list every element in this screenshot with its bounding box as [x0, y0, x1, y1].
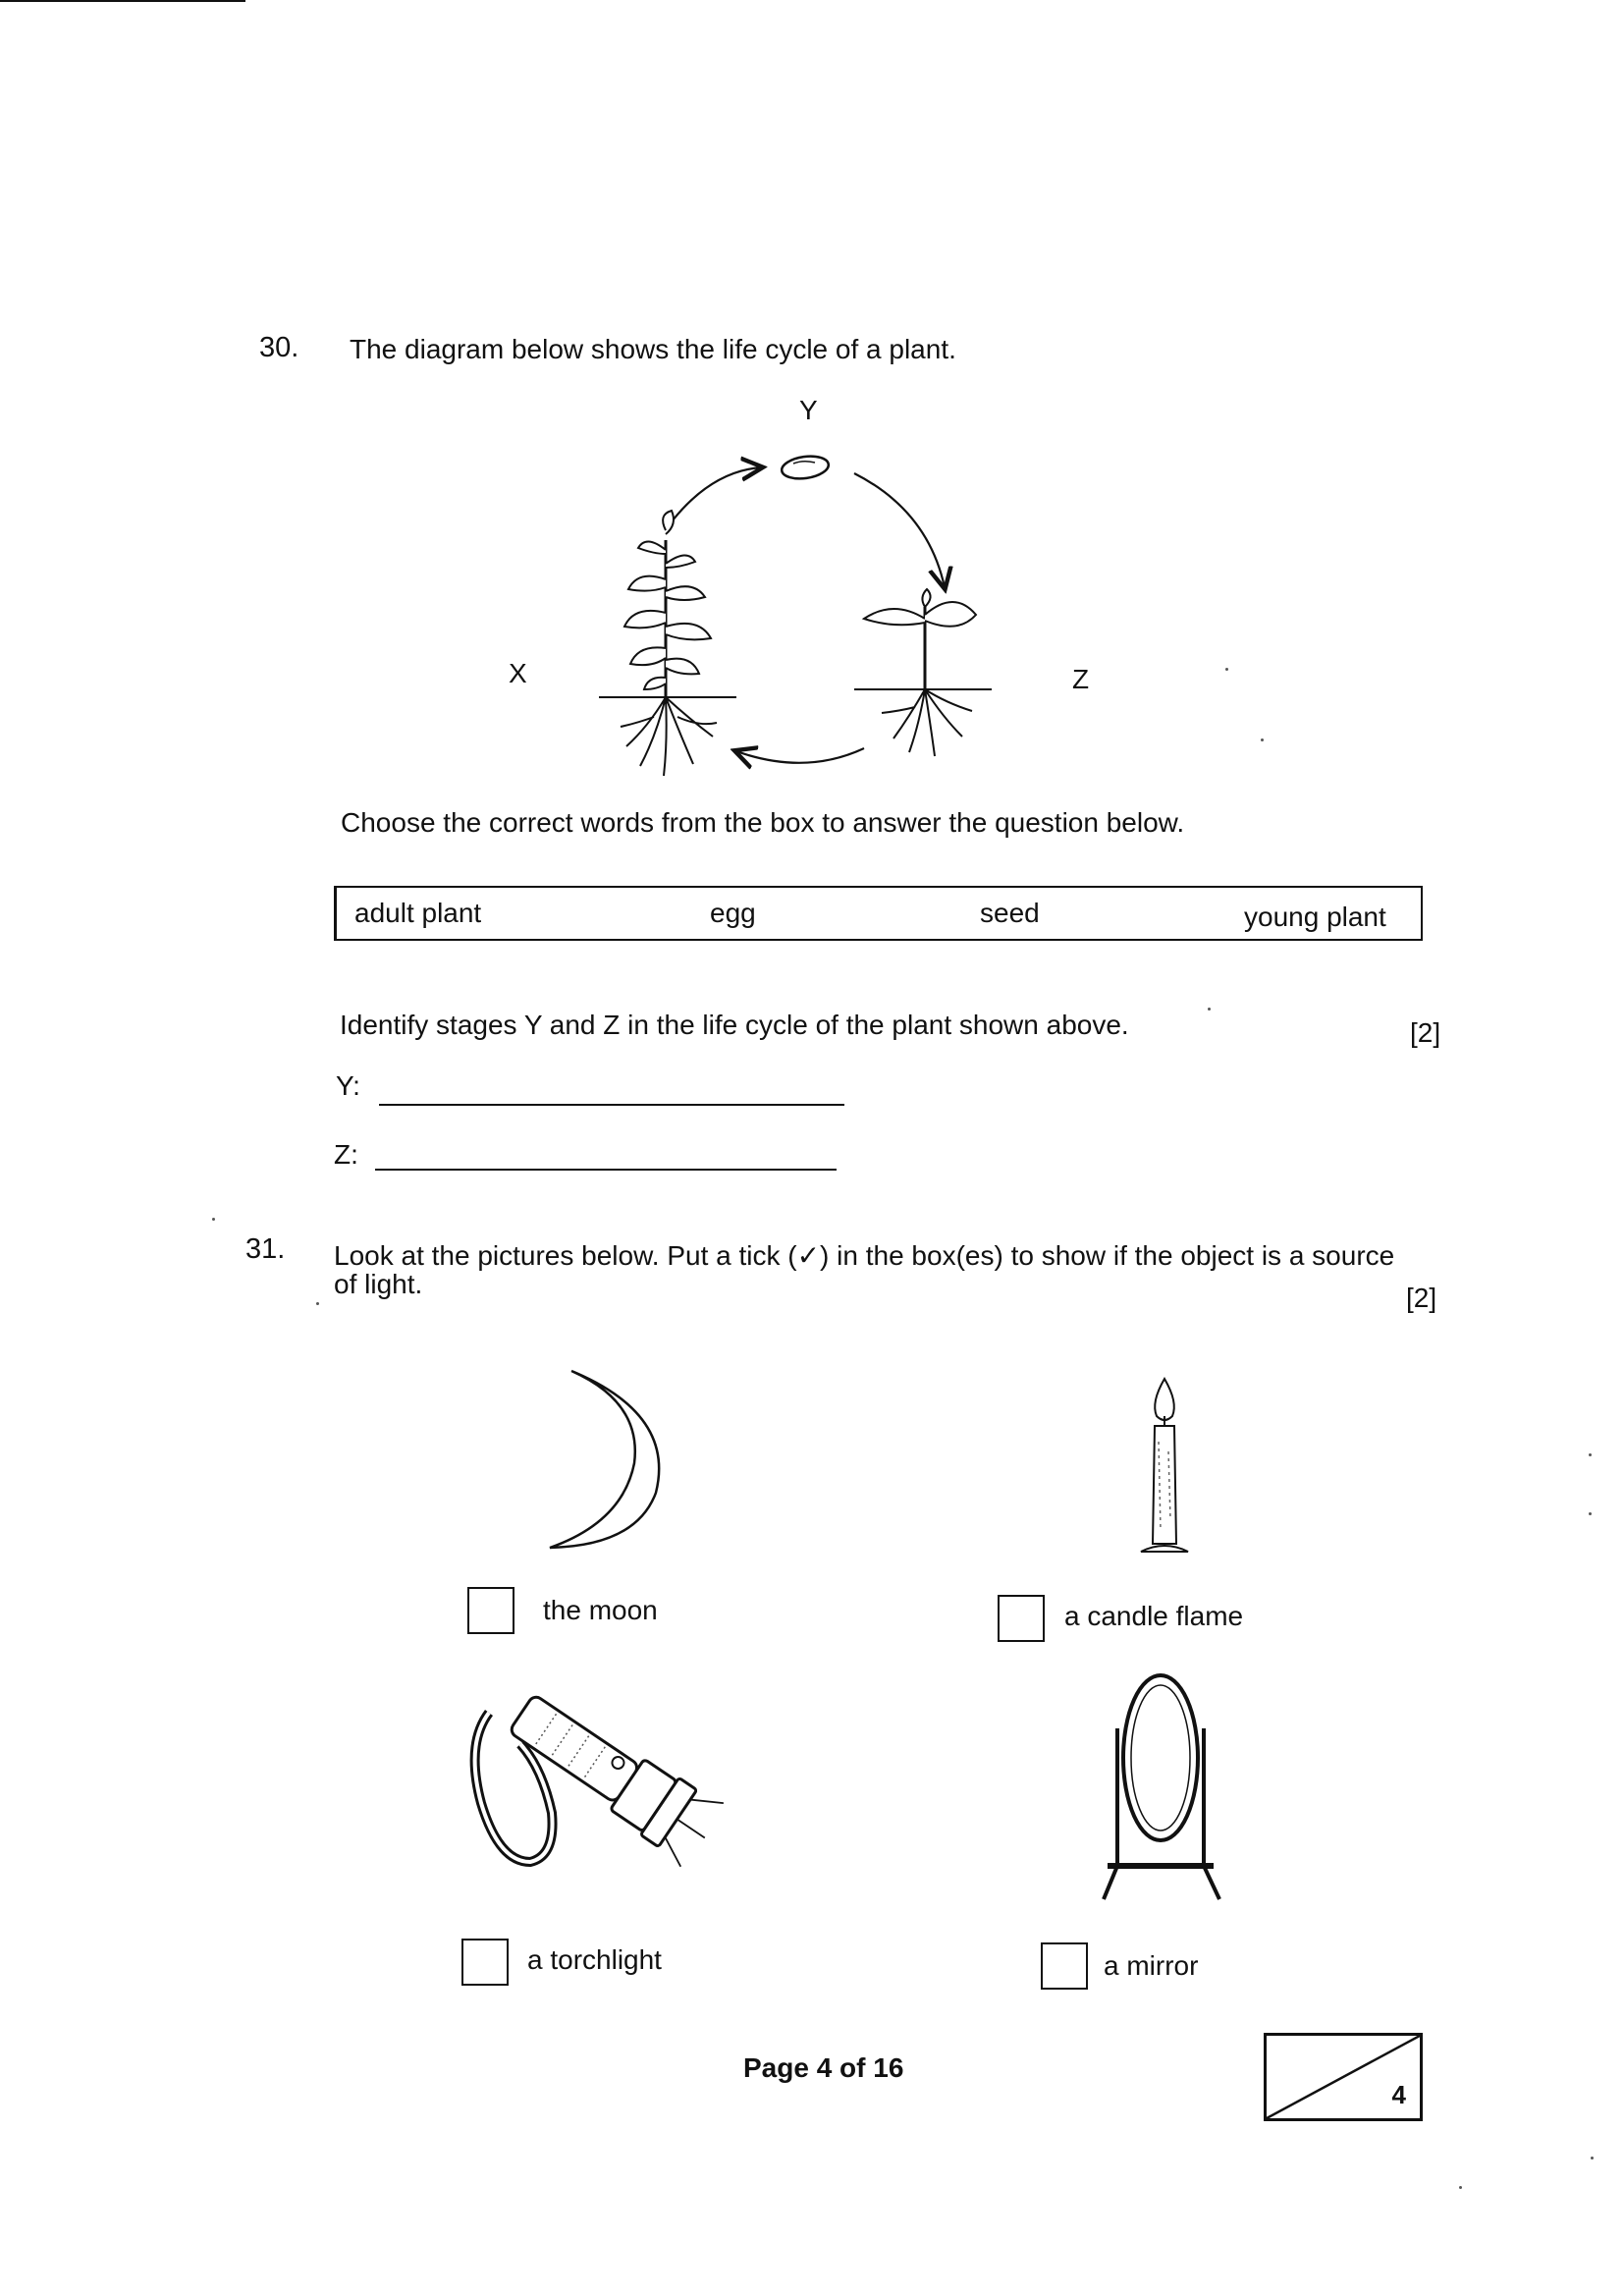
scan-speck [1208, 1008, 1211, 1011]
stage-y-label: Y [799, 395, 818, 425]
cycle-arrow-y-to-z [854, 473, 945, 587]
cycle-arrow-z-to-x [736, 748, 864, 763]
answer-y-field[interactable] [379, 1104, 844, 1106]
word-bank-box [334, 886, 1423, 941]
mirror-icon [1098, 1669, 1225, 1905]
torchlight-icon [461, 1685, 736, 1901]
answer-y-label: Y: [336, 1070, 360, 1101]
score-box [1264, 2033, 1423, 2121]
question-30-instruction: Choose the correct words from the box to answer the question below. [341, 807, 1185, 838]
question-30-number: 30. [259, 332, 299, 363]
scan-speck [1591, 2157, 1594, 2159]
tickbox-moon[interactable] [467, 1587, 514, 1634]
option-label-moon: the moon [543, 1595, 658, 1625]
cycle-arrow-x-to-y [673, 467, 761, 520]
stage-z-label: Z [1072, 664, 1090, 694]
scan-speck [1589, 1453, 1592, 1456]
question-30-intro: The diagram below shows the life cycle of a plant. [350, 334, 956, 364]
question-31-prompt-line-2: of light. [334, 1269, 423, 1299]
question-31-prompt-line-1: Look at the pictures below. Put a tick (✓) in the box(es) to show if the object is a source [334, 1240, 1395, 1271]
moon-icon [538, 1365, 685, 1561]
question-31-number: 31. [245, 1233, 286, 1265]
scan-speck [1261, 738, 1264, 741]
option-label-torchlight: a torchlight [527, 1944, 662, 1975]
scan-speck [1589, 1512, 1592, 1515]
scan-speck [1459, 2186, 1462, 2189]
question-31-marks: [2] [1406, 1283, 1437, 1313]
young-plant-icon [854, 589, 992, 756]
answer-z-label: Z: [334, 1139, 358, 1170]
adult-plant-icon [599, 511, 736, 776]
answer-z-field[interactable] [375, 1169, 837, 1171]
tickbox-torchlight[interactable] [461, 1939, 509, 1986]
word-bank-item: egg [710, 898, 756, 928]
tickbox-mirror[interactable] [1041, 1942, 1088, 1990]
tickbox-candle-flame[interactable] [998, 1595, 1045, 1642]
page-number: Page 4 of 16 [743, 2052, 904, 2083]
question-30-prompt: Identify stages Y and Z in the life cycle of the plant shown above. [340, 1010, 1129, 1040]
scan-speck [1225, 668, 1228, 671]
question-30-marks: [2] [1410, 1017, 1441, 1048]
word-bank-item: adult plant [354, 898, 482, 928]
option-label-mirror: a mirror [1104, 1950, 1199, 1981]
stage-x-label: X [509, 658, 527, 688]
candle-icon [1125, 1373, 1204, 1569]
scan-speck [212, 1218, 215, 1221]
word-bank-item: seed [980, 898, 1040, 928]
option-label-candle-flame: a candle flame [1064, 1601, 1244, 1631]
top-edge-line [0, 0, 245, 2]
word-bank-item: young plant [1244, 902, 1386, 932]
score-box-value: 4 [1391, 2080, 1406, 2109]
plant-life-cycle-diagram [569, 432, 1041, 795]
scan-speck [316, 1302, 319, 1305]
seed-icon [781, 454, 831, 481]
